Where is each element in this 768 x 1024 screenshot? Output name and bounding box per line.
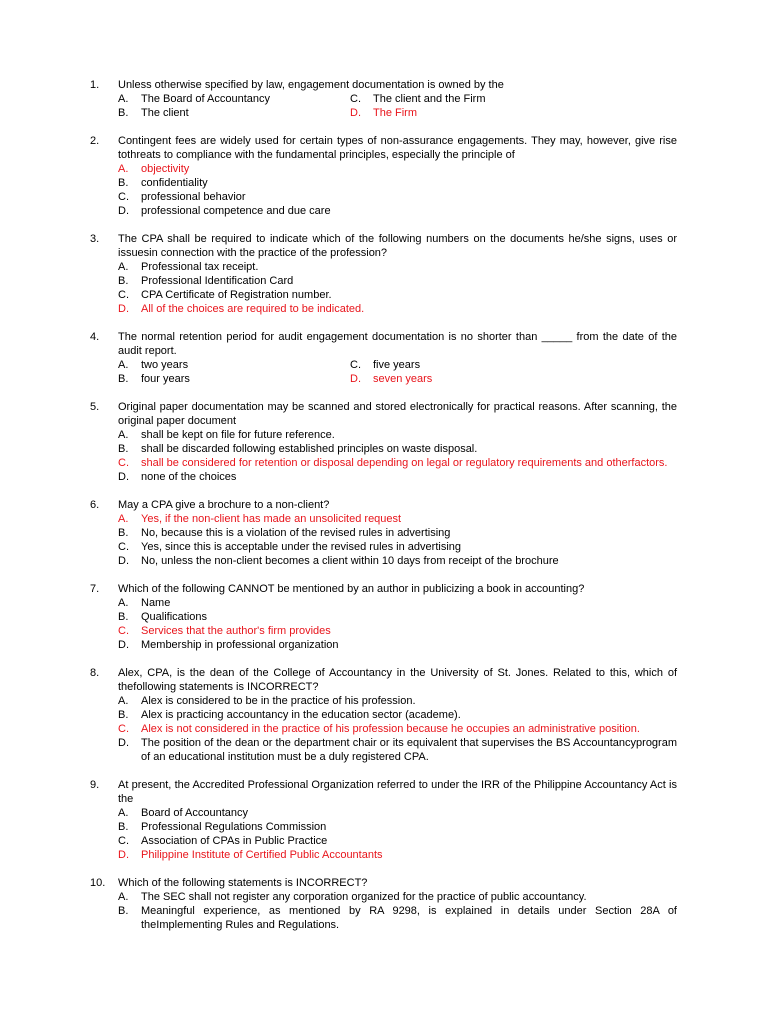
question-sheet bbox=[0, 78, 768, 946]
option-text: Association of CPAs in Public Practice bbox=[141, 835, 328, 847]
option-letter: A. bbox=[118, 359, 129, 371]
option-text: Alex is considered to be in the practice of his profession. bbox=[141, 695, 416, 707]
option-text: The Firm bbox=[373, 107, 417, 119]
option-letter: D. bbox=[118, 849, 129, 861]
option-text: four years bbox=[141, 373, 190, 385]
option-letter: B. bbox=[118, 527, 129, 539]
question-text: Which of the following statements is INCORRECT? bbox=[118, 877, 368, 889]
question-item bbox=[0, 778, 768, 862]
option-text: Yes, if the non-client has made an unsolicited request bbox=[141, 513, 402, 525]
option-text: five years bbox=[373, 359, 421, 371]
option-letter: D. bbox=[350, 373, 361, 385]
option-text: Name bbox=[141, 597, 171, 609]
answer-option bbox=[118, 288, 677, 302]
question-text: The CPA shall be required to indicate which of the following numbers on the documents he/she signs, uses or issuesin connection with the practice of the profession? bbox=[118, 233, 677, 259]
option-text: Services that the author's firm provides bbox=[141, 625, 331, 637]
answer-option bbox=[118, 806, 677, 820]
option-text: No, unless the non-client becomes a client within 10 days from receipt of the brochure bbox=[141, 555, 559, 567]
option-text: The SEC shall not register any corporation organized for the practice of public accountancy. bbox=[141, 891, 587, 903]
option-letter: C. bbox=[118, 289, 129, 301]
answer-option bbox=[118, 372, 350, 386]
option-text: Yes, since this is acceptable under the revised rules in advertising bbox=[141, 541, 461, 553]
option-text: none of the choices bbox=[141, 471, 237, 483]
option-letter: C. bbox=[118, 625, 129, 637]
option-letter: D. bbox=[118, 303, 129, 315]
option-letter: C. bbox=[118, 457, 129, 469]
option-text: seven years bbox=[373, 373, 433, 385]
option-text: Alex is practicing accountancy in the education sector (academe). bbox=[141, 709, 461, 721]
answer-option bbox=[350, 92, 677, 106]
question-number: 10. bbox=[90, 877, 106, 889]
answer-option-correct bbox=[118, 512, 677, 526]
question-text: Which of the following CANNOT be mentioned by an author in publicizing a book in accounting? bbox=[118, 583, 585, 595]
option-text: professional competence and due care bbox=[141, 205, 331, 217]
option-letter: A. bbox=[118, 261, 129, 273]
option-letter: D. bbox=[118, 471, 129, 483]
question-text: Alex, CPA, is the dean of the College of Accountancy in the University of St. Jones. Related to this, which of thefollowing statements is INCORRECT? bbox=[118, 667, 677, 693]
option-letter: C. bbox=[118, 191, 129, 203]
option-letter: D. bbox=[118, 205, 129, 217]
option-letter: B. bbox=[118, 709, 129, 721]
answer-option bbox=[118, 554, 677, 568]
option-text: No, because this is a violation of the revised rules in advertising bbox=[141, 527, 451, 539]
option-letter: B. bbox=[118, 611, 129, 623]
option-text: shall be considered for retention or disposal depending on legal or regulatory requirements and otherfactors. bbox=[141, 457, 668, 469]
option-letter: A. bbox=[118, 807, 129, 819]
option-letter: D. bbox=[118, 639, 129, 651]
answer-option bbox=[118, 106, 350, 120]
answer-option bbox=[118, 190, 677, 204]
option-text: two years bbox=[141, 359, 189, 371]
option-text: Qualifications bbox=[141, 611, 208, 623]
option-letter: A. bbox=[118, 93, 129, 105]
option-text: All of the choices are required to be indicated. bbox=[141, 303, 365, 315]
option-letter: A. bbox=[118, 695, 129, 707]
option-letter: B. bbox=[118, 373, 129, 385]
option-letter: C. bbox=[350, 93, 361, 105]
answer-option-correct bbox=[350, 372, 677, 386]
answer-options bbox=[118, 260, 677, 316]
option-letter: D. bbox=[118, 555, 129, 567]
answer-option bbox=[118, 638, 677, 652]
option-letter: B. bbox=[118, 905, 129, 917]
answer-options bbox=[118, 596, 677, 652]
answer-option bbox=[118, 890, 677, 904]
answer-options bbox=[118, 512, 677, 568]
option-letter: C. bbox=[118, 541, 129, 553]
option-text: Professional tax receipt. bbox=[141, 261, 259, 273]
question-text: May a CPA give a brochure to a non-client? bbox=[118, 499, 330, 511]
answer-option bbox=[118, 92, 350, 106]
answer-option bbox=[118, 428, 677, 442]
answer-option bbox=[118, 526, 677, 540]
answer-options bbox=[118, 428, 677, 484]
answer-option bbox=[118, 470, 677, 484]
question-item bbox=[0, 78, 768, 120]
answer-option bbox=[118, 540, 677, 554]
answer-option bbox=[118, 610, 677, 624]
question-text: Original paper documentation may be scanned and stored electronically for practical reasons. After scanning, the original paper document bbox=[118, 401, 677, 427]
option-letter: A. bbox=[118, 513, 129, 525]
option-text: Professional Regulations Commission bbox=[141, 821, 327, 833]
option-letter: C. bbox=[350, 359, 361, 371]
option-text: The Board of Accountancy bbox=[141, 93, 271, 105]
answer-options bbox=[118, 890, 677, 932]
answer-options bbox=[118, 694, 677, 764]
answer-option bbox=[118, 176, 677, 190]
option-letter: D. bbox=[350, 107, 361, 119]
option-letter: B. bbox=[118, 275, 129, 287]
answer-option bbox=[118, 274, 677, 288]
question-item bbox=[0, 498, 768, 568]
question-item bbox=[0, 232, 768, 316]
question-number: 9. bbox=[90, 779, 100, 791]
question-number: 5. bbox=[90, 401, 100, 413]
question-number: 1. bbox=[90, 79, 100, 91]
option-text: Membership in professional organization bbox=[141, 639, 339, 651]
question-number: 8. bbox=[90, 667, 100, 679]
answer-option-correct bbox=[118, 722, 677, 736]
answer-option bbox=[118, 834, 677, 848]
option-text: confidentiality bbox=[141, 177, 208, 189]
question-number: 4. bbox=[90, 331, 100, 343]
question-number: 3. bbox=[90, 233, 100, 245]
option-letter: C. bbox=[118, 835, 129, 847]
answer-options bbox=[118, 92, 677, 120]
question-item bbox=[0, 666, 768, 764]
option-letter: B. bbox=[118, 107, 129, 119]
answer-option bbox=[118, 442, 677, 456]
question-text: The normal retention period for audit engagement documentation is no shorter than _____ from the date of the audit report. bbox=[118, 331, 677, 357]
option-text: The client bbox=[141, 107, 189, 119]
question-text: Contingent fees are widely used for certain types of non-assurance engagements. They may, however, give rise tothreats to compliance with the fundamental principles, especially the principle of bbox=[118, 135, 677, 161]
answer-options bbox=[118, 806, 677, 862]
answer-option bbox=[118, 820, 677, 834]
answer-option-correct bbox=[350, 106, 677, 120]
option-text: shall be kept on file for future reference. bbox=[141, 429, 335, 441]
option-text: Board of Accountancy bbox=[141, 807, 249, 819]
question-number: 7. bbox=[90, 583, 100, 595]
question-text: Unless otherwise specified by law, engagement documentation is owned by the bbox=[118, 79, 504, 91]
question-item bbox=[0, 330, 768, 386]
option-letter: B. bbox=[118, 821, 129, 833]
answer-option bbox=[118, 708, 677, 722]
answer-option-correct bbox=[118, 162, 677, 176]
question-item bbox=[0, 400, 768, 484]
option-letter: D. bbox=[118, 737, 129, 749]
answer-option-correct bbox=[118, 848, 677, 862]
option-text: The position of the dean or the department chair or its equivalent that supervises the BS Accountancyprogram of an educational institution must be a duly registered CPA. bbox=[141, 737, 677, 763]
option-text: Professional Identification Card bbox=[141, 275, 294, 287]
option-letter: A. bbox=[118, 891, 129, 903]
question-number: 6. bbox=[90, 499, 100, 511]
answer-option-correct bbox=[118, 302, 677, 316]
answer-option bbox=[118, 260, 677, 274]
answer-option bbox=[350, 358, 677, 372]
option-text: Meaningful experience, as mentioned by RA 9298, is explained in details under Section 28A of theImplementing Rules and Regulations. bbox=[141, 905, 677, 931]
answer-option bbox=[118, 694, 677, 708]
answer-options bbox=[118, 162, 677, 218]
option-text: Philippine Institute of Certified Public Accountants bbox=[141, 849, 383, 861]
answer-option bbox=[118, 904, 677, 932]
question-number: 2. bbox=[90, 135, 100, 147]
answer-option bbox=[118, 358, 350, 372]
option-text: professional behavior bbox=[141, 191, 246, 203]
answer-option-correct bbox=[118, 624, 677, 638]
option-text: shall be discarded following established principles on waste disposal. bbox=[141, 443, 478, 455]
answer-option bbox=[118, 736, 677, 764]
option-letter: B. bbox=[118, 177, 129, 189]
question-item bbox=[0, 876, 768, 932]
answer-options bbox=[118, 358, 677, 386]
question-item bbox=[0, 582, 768, 652]
option-letter: A. bbox=[118, 163, 129, 175]
option-text: Alex is not considered in the practice of his profession because he occupies an administrative position. bbox=[141, 723, 640, 735]
option-letter: A. bbox=[118, 597, 129, 609]
answer-option bbox=[118, 204, 677, 218]
answer-option bbox=[118, 596, 677, 610]
option-letter: C. bbox=[118, 723, 129, 735]
option-letter: A. bbox=[118, 429, 129, 441]
option-text: The client and the Firm bbox=[373, 93, 486, 105]
option-letter: B. bbox=[118, 443, 129, 455]
question-item bbox=[0, 134, 768, 218]
option-text: objectivity bbox=[141, 163, 190, 175]
question-text: At present, the Accredited Professional Organization referred to under the IRR of the Philippine Accountancy Act is the bbox=[118, 779, 677, 805]
option-text: CPA Certificate of Registration number. bbox=[141, 289, 332, 301]
answer-option-correct bbox=[118, 456, 677, 470]
